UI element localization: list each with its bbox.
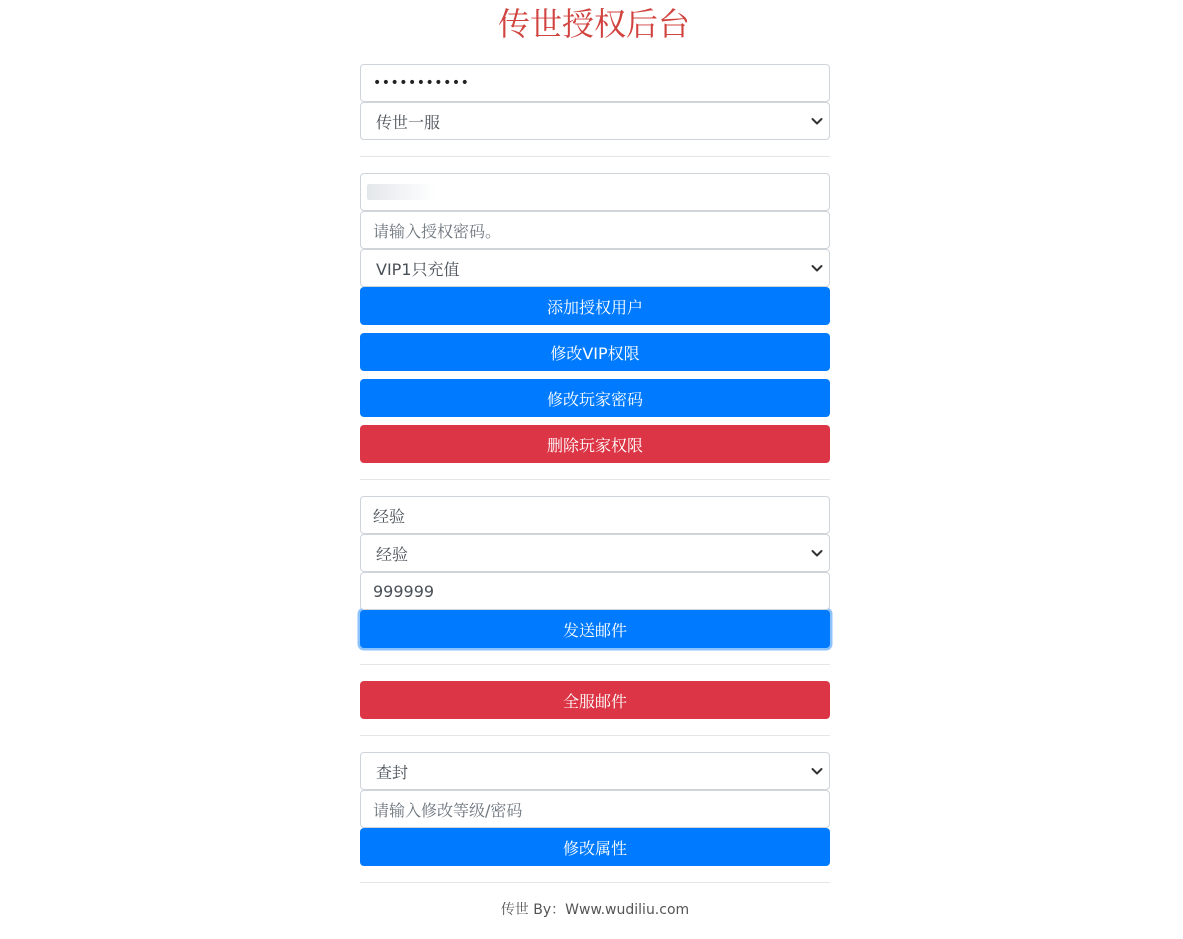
modify-attribute-button[interactable]: 修改属性: [360, 828, 830, 866]
delete-player-permission-button[interactable]: 删除玩家权限: [360, 425, 830, 463]
server-select-value: 传世一服: [376, 112, 441, 132]
auth-password-placeholder: 请输入授权密码。: [373, 221, 502, 241]
auth-section: [360, 173, 830, 463]
chevron-down-icon: [810, 546, 824, 560]
attribute-section: [360, 752, 830, 866]
global-mail-section: [360, 681, 830, 719]
vip-select[interactable]: [360, 249, 830, 287]
send-mail-button[interactable]: 发送邮件: [360, 610, 830, 648]
divider: [360, 156, 830, 157]
page-title: 传世授权后台: [497, 5, 690, 43]
footer-credit: 传世 By：Www.wudiliu.com: [500, 902, 690, 918]
item-select[interactable]: [360, 534, 830, 572]
amount-input[interactable]: [360, 572, 830, 610]
mail-section: [360, 496, 830, 648]
attribute-value-placeholder: 请输入修改等级/密码: [373, 800, 523, 820]
item-input-value: 经验: [373, 506, 406, 526]
item-select-value: 经验: [376, 544, 409, 564]
admin-password-field[interactable]: [360, 64, 830, 102]
server-section: [360, 64, 830, 140]
chevron-down-icon: [810, 114, 824, 128]
divider: [360, 735, 830, 736]
item-input[interactable]: [360, 496, 830, 534]
divider: [360, 882, 830, 883]
redacted-username: [367, 184, 435, 200]
modify-vip-button[interactable]: 修改VIP权限: [360, 333, 830, 371]
modify-player-password-button[interactable]: 修改玩家密码: [360, 379, 830, 417]
username-field[interactable]: [360, 173, 830, 211]
attribute-value-field[interactable]: [360, 790, 830, 828]
password-mask: •••••••••••: [373, 75, 470, 91]
action-select-value: 查封: [376, 762, 409, 782]
amount-input-value: 999999: [373, 581, 435, 601]
chevron-down-icon: [810, 261, 824, 275]
global-mail-button[interactable]: 全服邮件: [360, 681, 830, 719]
divider: [360, 664, 830, 665]
action-select[interactable]: [360, 752, 830, 790]
chevron-down-icon: [810, 764, 824, 778]
auth-password-field[interactable]: [360, 211, 830, 249]
server-select[interactable]: [360, 102, 830, 140]
divider: [360, 479, 830, 480]
vip-select-value: VIP1只充值: [376, 259, 460, 279]
add-auth-user-button[interactable]: 添加授权用户: [360, 287, 830, 325]
